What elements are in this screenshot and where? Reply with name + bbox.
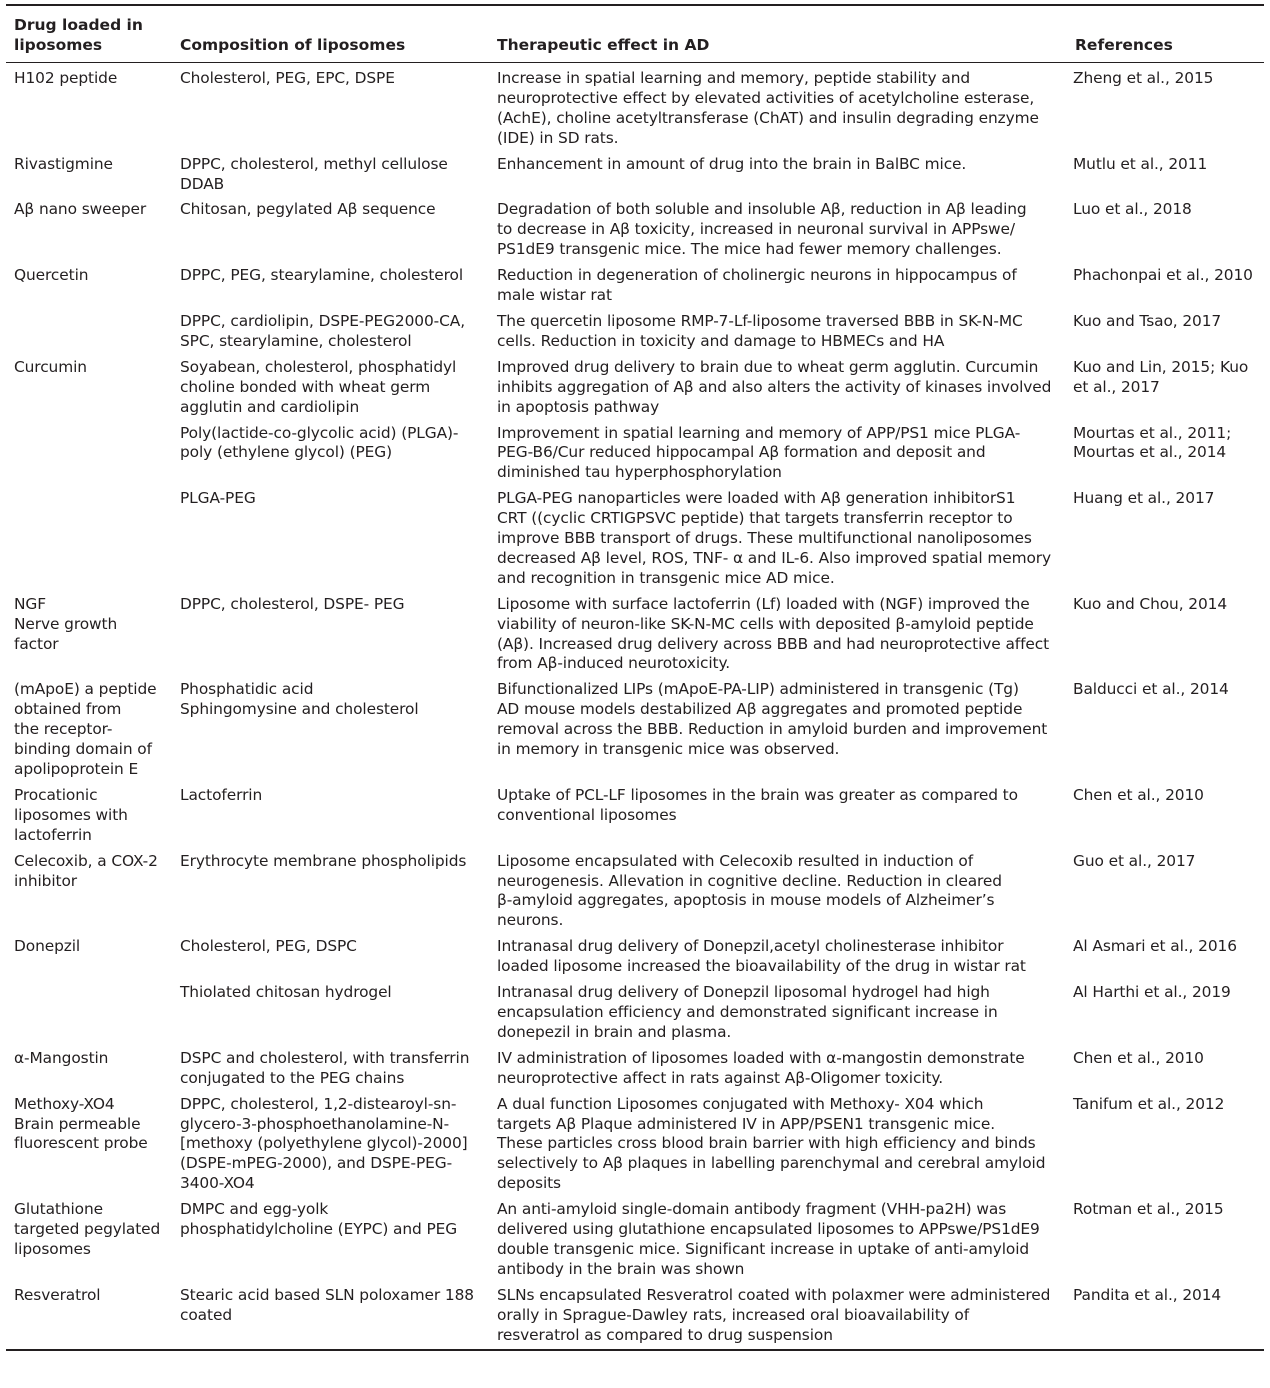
table (6, 6, 1264, 62)
cell-text-line: conjugated to the PEG chains (180, 1068, 405, 1087)
cell-text-line: antibody in the brain was shown (497, 1259, 745, 1278)
cell-composition (172, 674, 489, 780)
cell-references (1067, 194, 1264, 260)
header-drug (6, 6, 172, 62)
cell-references (1067, 418, 1264, 484)
cell-text-line: (Aβ). Increased drug delivery across BBB and had neuroprotective affect (497, 634, 1050, 653)
cell-effect (489, 352, 1067, 418)
cell-text-line: The quercetin liposome RMP-7-Lf-liposome traversed BBB in SK-N-MC (497, 311, 1023, 330)
cell-text-line: Glutathione (14, 1200, 104, 1219)
table-row (6, 931, 1264, 977)
cell-text-line: to decrease in Aβ toxicity, increased in neuronal survival in APPswe/ (497, 220, 1015, 239)
cell-references (1067, 780, 1264, 846)
cell-text-line: [methoxy (polyethylene glycol)-2000] (180, 1134, 468, 1153)
cell-text-line: lactoferrin (14, 825, 92, 844)
cell-effect (489, 260, 1067, 306)
table-row (6, 352, 1264, 418)
cell-text-line: Thiolated chitosan hydrogel (180, 983, 392, 1002)
table-row (6, 418, 1264, 484)
cell-references (1067, 674, 1264, 780)
table-body (6, 63, 1264, 1345)
cell-effect (489, 483, 1067, 589)
cell-composition (172, 306, 489, 352)
cell-drug (6, 63, 172, 149)
cell-text-line: Lactoferrin (180, 785, 263, 804)
cell-text-line: Quercetin (14, 266, 89, 285)
cell-text-line: Al Asmari et al., 2016 (1073, 937, 1237, 956)
cell-text-line: male wistar rat (497, 286, 612, 305)
cell-text-line: DMPC and egg-yolk (180, 1200, 329, 1219)
cell-text-line: targeted pegylated (14, 1220, 161, 1239)
cell-text-line: Liposome with surface lactoferrin (Lf) loaded with (NGF) improved the (497, 594, 1030, 613)
cell-composition (172, 1089, 489, 1195)
cell-text-line: neurons. (497, 911, 564, 930)
cell-text-line: Kuo and Tsao, 2017 (1073, 311, 1222, 330)
cell-references (1067, 63, 1264, 149)
cell-text-line: loaded liposome increased the bioavailability of the drug in wistar rat (497, 957, 1026, 976)
cell-text-line: Guo et al., 2017 (1073, 851, 1196, 870)
cell-text-line: apolipoprotein E (14, 760, 139, 778)
cell-text-line: and recognition in transgenic mice AD mice. (497, 568, 835, 587)
cell-text-line: Nerve growth (14, 614, 118, 633)
table-row (6, 1194, 1264, 1280)
cell-text-line: Reduction in degeneration of cholinergic neurons in hippocampus of (497, 266, 1017, 285)
cell-text-line: Mutlu et al., 2011 (1073, 154, 1208, 173)
cell-text-line: Chen et al., 2010 (1073, 1048, 1204, 1067)
cell-drug (6, 1043, 172, 1089)
cell-effect (489, 306, 1067, 352)
cell-text-line: PS1dE9 transgenic mice. The mice had fewer memory challenges. (497, 240, 1002, 259)
cell-text-line: Methoxy-XO4 (14, 1094, 115, 1113)
cell-composition (172, 1194, 489, 1280)
cell-text-line: encapsulation efficiency and demonstrated significant increase in (497, 1002, 998, 1021)
cell-text-line: DPPC, cholesterol, DSPE- PEG (180, 594, 405, 613)
header-drug-line: liposomes (14, 35, 103, 54)
cell-text-line: Kuo and Lin, 2015; Kuo (1073, 357, 1249, 376)
cell-text-line: DPPC, cholesterol, methyl cellulose (180, 154, 448, 173)
cell-text-line: Brain permeable (14, 1114, 141, 1133)
cell-drug (6, 418, 172, 484)
cell-text-line: Pandita et al., 2014 (1073, 1285, 1222, 1304)
cell-text-line: glycero-3-phosphoethanolamine-N- (180, 1114, 450, 1133)
cell-effect (489, 977, 1067, 1043)
cell-text-line: orally in Sprague-Dawley rats, increased oral bioavailability of (497, 1305, 970, 1324)
cell-text-line: Cholesterol, PEG, DSPC (180, 937, 357, 956)
cell-text-line: Uptake of PCL-LF liposomes in the brain was greater as compared to (497, 785, 1018, 804)
cell-effect (489, 1280, 1067, 1346)
cell-composition (172, 63, 489, 149)
cell-text-line: liposomes (14, 1239, 91, 1258)
cell-text-line: Poly(lactide-co-glycolic acid) (PLGA)- (180, 423, 459, 442)
cell-text-line: inhibits aggregation of Aβ and also alters the activity of kinases involved (497, 377, 1052, 396)
cell-text-line: (DSPE-mPEG-2000), and DSPE-PEG- (180, 1154, 453, 1173)
cell-text-line: Balducci et al., 2014 (1073, 680, 1229, 699)
cell-text-line: DPPC, cholesterol, 1,2-distearoyl-sn- (180, 1094, 457, 1113)
table-row (6, 1043, 1264, 1089)
cell-text-line: improve BBB transport of drugs. These multifunctional nanoliposomes (497, 529, 1032, 548)
cell-composition (172, 418, 489, 484)
cell-text-line: conventional liposomes (497, 805, 677, 824)
header-effect: Therapeutic effect in AD (497, 35, 710, 54)
cell-effect (489, 780, 1067, 846)
cell-text-line: Phachonpai et al., 2010 (1073, 266, 1253, 285)
cell-text-line: decreased Aβ level, ROS, TNF- α and IL-6. Also improved spatial memory (497, 548, 1052, 567)
cell-text-line: Mourtas et al., 2014 (1073, 443, 1227, 462)
cell-text-line: An anti-amyloid single-domain antibody fragment (VHH-pa2H) was (497, 1200, 1007, 1219)
header-row (6, 6, 1264, 62)
cell-text-line: in memory in transgenic mice was observed. (497, 740, 840, 759)
cell-text-line: fluorescent probe (14, 1134, 148, 1153)
cell-references (1067, 1280, 1264, 1346)
cell-drug (6, 149, 172, 195)
cell-text-line: delivered using glutathione encapsulated liposomes to APPswe/PS1dE9 (497, 1220, 1040, 1239)
cell-text-line: Huang et al., 2017 (1073, 489, 1215, 508)
cell-text-line: DDAB (180, 174, 225, 193)
cell-text-line: deposits (497, 1174, 561, 1193)
cell-text-line: double transgenic mice. Significant increase in uptake of anti-amyloid (497, 1239, 1030, 1258)
cell-text-line: Aβ nano sweeper (14, 200, 147, 219)
cell-drug (6, 352, 172, 418)
cell-references (1067, 1043, 1264, 1089)
cell-effect (489, 1089, 1067, 1195)
header-composition: Composition of liposomes (180, 35, 406, 54)
cell-text-line: choline bonded with wheat germ (180, 377, 431, 396)
cell-composition (172, 1043, 489, 1089)
cell-references (1067, 483, 1264, 589)
cell-text-line: Enhancement in amount of drug into the brain in BalBC mice. (497, 154, 967, 173)
cell-text-line: neurogenesis. Allevation in cognitive decline. Reduction in cleared (497, 871, 1002, 890)
cell-text-line: SLNs encapsulated Resveratrol coated with polaxmer were administered (497, 1285, 1051, 1304)
cell-text-line: PLGA-PEG nanoparticles were loaded with Aβ generation inhibitorS1 (497, 489, 1016, 508)
cell-composition (172, 483, 489, 589)
cell-effect (489, 589, 1067, 675)
cell-text-line: Erythrocyte membrane phospholipids (180, 851, 467, 870)
cell-text-line: Sphingomysine and cholesterol (180, 700, 419, 719)
table-row (6, 589, 1264, 675)
cell-text-line: CRT ((cyclic CRTIGPSVC peptide) that targets transferrin receptor to (497, 509, 1013, 528)
cell-text-line: neuroprotective affect in rats against Aβ-Oligomer toxicity. (497, 1068, 944, 1087)
liposome-drug-table (6, 4, 1264, 1351)
cell-text-line: factor (14, 634, 59, 653)
cell-text-line: Donepzil (14, 937, 81, 956)
cell-text-line: et al., 2017 (1073, 377, 1160, 396)
cell-drug (6, 1194, 172, 1280)
table-row (6, 483, 1264, 589)
table-rows (6, 63, 1264, 1345)
table-row (6, 846, 1264, 932)
cell-text-line: Bifunctionalized LIPs (mApoE-PA-LIP) administered in transgenic (Tg) (497, 680, 1019, 699)
table-row (6, 1280, 1264, 1346)
cell-drug (6, 931, 172, 977)
table-row (6, 63, 1264, 149)
cell-text-line: α-Mangostin (14, 1048, 109, 1067)
header-references: References (1075, 35, 1173, 54)
cell-text-line: Zheng et al., 2015 (1073, 69, 1214, 87)
cell-text-line: coated (180, 1305, 232, 1324)
cell-drug (6, 483, 172, 589)
cell-drug (6, 1089, 172, 1195)
cell-effect (489, 418, 1067, 484)
table-row (6, 674, 1264, 780)
cell-text-line: phosphatidylcholine (EYPC) and PEG (180, 1220, 458, 1239)
cell-text-line: donepezil in brain and plasma. (497, 1022, 732, 1041)
cell-text-line: poly (ethylene glycol) (PEG) (180, 443, 393, 462)
cell-effect (489, 1194, 1067, 1280)
cell-composition (172, 194, 489, 260)
cell-text-line: AD mouse models destabilized Aβ aggregates and promoted peptide (497, 700, 1023, 719)
cell-text-line: liposomes with (14, 805, 128, 824)
cell-effect (489, 63, 1067, 149)
cell-references (1067, 149, 1264, 195)
cell-references (1067, 931, 1264, 977)
table-row (6, 977, 1264, 1043)
cell-references (1067, 589, 1264, 675)
cell-text-line: viability of neuron-like SK-N-MC cells with deposited β-amyloid peptide (497, 614, 1034, 633)
cell-text-line: A dual function Liposomes conjugated with Methoxy- X04 which (497, 1094, 984, 1113)
cell-effect (489, 194, 1067, 260)
cell-effect (489, 846, 1067, 932)
cell-text-line: DPPC, PEG, stearylamine, cholesterol (180, 266, 464, 285)
cell-composition (172, 352, 489, 418)
table-row (6, 1089, 1264, 1195)
cell-text-line: Mourtas et al., 2011; (1073, 423, 1232, 442)
table-row (6, 260, 1264, 306)
cell-text-line: Curcumin (14, 357, 87, 376)
cell-references (1067, 1089, 1264, 1195)
cell-drug (6, 589, 172, 675)
cell-references (1067, 1194, 1264, 1280)
cell-text-line: Celecoxib, a COX-2 (14, 851, 158, 870)
cell-drug (6, 1280, 172, 1346)
cell-text-line: resveratrol as compared to drug suspension (497, 1325, 833, 1344)
cell-drug (6, 977, 172, 1043)
cell-text-line: IV administration of liposomes loaded with α-mangostin demonstrate (497, 1048, 1025, 1067)
cell-text-line: Tanifum et al., 2012 (1073, 1094, 1225, 1113)
cell-text-line: targets Aβ Plaque administered IV in APP/PSEN1 transgenic mice. (497, 1114, 996, 1133)
table-row (6, 306, 1264, 352)
cell-text-line: 3400-XO4 (180, 1174, 255, 1193)
cell-references (1067, 846, 1264, 932)
cell-drug (6, 846, 172, 932)
cell-text-line: cells. Reduction in toxicity and damage to HBMECs and HA (497, 331, 945, 350)
cell-composition (172, 977, 489, 1043)
cell-text-line: DSPC and cholesterol, with transferrin (180, 1048, 470, 1067)
cell-effect (489, 674, 1067, 780)
cell-text-line: obtained from (14, 700, 122, 719)
cell-text-line: β-amyloid aggregates, apoptosis in mouse models of Alzheimer’s (497, 891, 995, 910)
cell-effect (489, 149, 1067, 195)
cell-text-line: Liposome encapsulated with Celecoxib resulted in induction of (497, 851, 974, 870)
cell-effect (489, 931, 1067, 977)
cell-references (1067, 260, 1264, 306)
cell-text-line: (IDE) in SD rats. (497, 128, 619, 147)
cell-text-line: selectively to Aβ plaques in labelling parenchymal and cerebral amyloid (497, 1154, 1046, 1173)
cell-text-line: Phosphatidic acid (180, 680, 314, 699)
cell-text-line: Stearic acid based SLN poloxamer 188 (180, 1285, 474, 1304)
cell-references (1067, 977, 1264, 1043)
table-row (6, 149, 1264, 195)
cell-text-line: Chen et al., 2010 (1073, 785, 1204, 804)
cell-drug (6, 674, 172, 780)
cell-text-line: Soyabean, cholesterol, phosphatidyl (180, 357, 457, 376)
cell-composition (172, 149, 489, 195)
cell-text-line: the receptor- (14, 720, 113, 739)
cell-text-line: Rivastigmine (14, 154, 113, 173)
header-drug-line: Drug loaded in (14, 16, 143, 34)
cell-text-line: (AchE), choline acetyltransferase (ChAT) and insulin degrading enzyme (497, 108, 1039, 127)
cell-composition (172, 846, 489, 932)
cell-text-line: NGF (14, 594, 46, 613)
cell-text-line: PLGA-PEG (180, 489, 256, 508)
cell-text-line: Luo et al., 2018 (1073, 200, 1192, 219)
cell-text-line: Improvement in spatial learning and memory of APP/PS1 mice PLGA- (497, 423, 1021, 442)
cell-text-line: H102 peptide (14, 69, 118, 87)
cell-text-line: These particles cross blood brain barrier with high efficiency and binds (497, 1134, 1036, 1153)
cell-text-line: inhibitor (14, 871, 77, 890)
cell-text-line: Increase in spatial learning and memory, peptide stability and (497, 69, 971, 87)
cell-text-line: diminished tau hyperphosphorylation (497, 463, 782, 482)
cell-references (1067, 352, 1264, 418)
cell-text-line: SPC, stearylamine, cholesterol (180, 331, 412, 350)
cell-effect (489, 1043, 1067, 1089)
cell-text-line: Intranasal drug delivery of Donepzil liposomal hydrogel had high (497, 983, 990, 1002)
cell-text-line: Improved drug delivery to brain due to wheat germ agglutin. Curcumin (497, 357, 1039, 376)
cell-text-line: removal across the BBB. Reduction in amyloid burden and improvement (497, 720, 1048, 739)
cell-composition (172, 1280, 489, 1346)
cell-text-line: Procationic (14, 785, 98, 804)
cell-text-line: PEG-B6/Cur reduced hippocampal Aβ formation and deposit and (497, 443, 986, 462)
cell-composition (172, 931, 489, 977)
cell-drug (6, 780, 172, 846)
table-header (6, 6, 1264, 62)
cell-text-line: Resveratrol (14, 1285, 101, 1304)
cell-text-line: Al Harthi et al., 2019 (1073, 983, 1231, 1002)
cell-references (1067, 306, 1264, 352)
cell-composition (172, 780, 489, 846)
table-bottom-rule (6, 1349, 1264, 1351)
cell-text-line: Cholesterol, PEG, EPC, DSPE (180, 69, 395, 87)
cell-text-line: binding domain of (14, 740, 152, 759)
table-row (6, 194, 1264, 260)
cell-text-line: (mApoE) a peptide (14, 680, 157, 699)
cell-text-line: from Aβ-induced neurotoxicity. (497, 654, 731, 673)
table-row (6, 780, 1264, 846)
cell-drug (6, 306, 172, 352)
cell-composition (172, 260, 489, 306)
cell-text-line: Intranasal drug delivery of Donepzil,acetyl cholinesterase inhibitor (497, 937, 1004, 956)
cell-text-line: Chitosan, pegylated Aβ sequence (180, 200, 436, 219)
cell-text-line: Degradation of both soluble and insoluble Aβ, reduction in Aβ leading (497, 200, 1027, 219)
cell-text-line: in apoptosis pathway (497, 397, 660, 416)
cell-drug (6, 194, 172, 260)
cell-drug (6, 260, 172, 306)
cell-text-line: agglutin and cardiolipin (180, 397, 360, 416)
cell-text-line: neuroprotective effect by elevated activities of acetylcholine esterase, (497, 88, 1035, 107)
cell-text-line: Kuo and Chou, 2014 (1073, 594, 1228, 613)
cell-text-line: Rotman et al., 2015 (1073, 1200, 1224, 1219)
cell-composition (172, 589, 489, 675)
cell-text-line: DPPC, cardiolipin, DSPE-PEG2000-CA, (180, 311, 465, 330)
